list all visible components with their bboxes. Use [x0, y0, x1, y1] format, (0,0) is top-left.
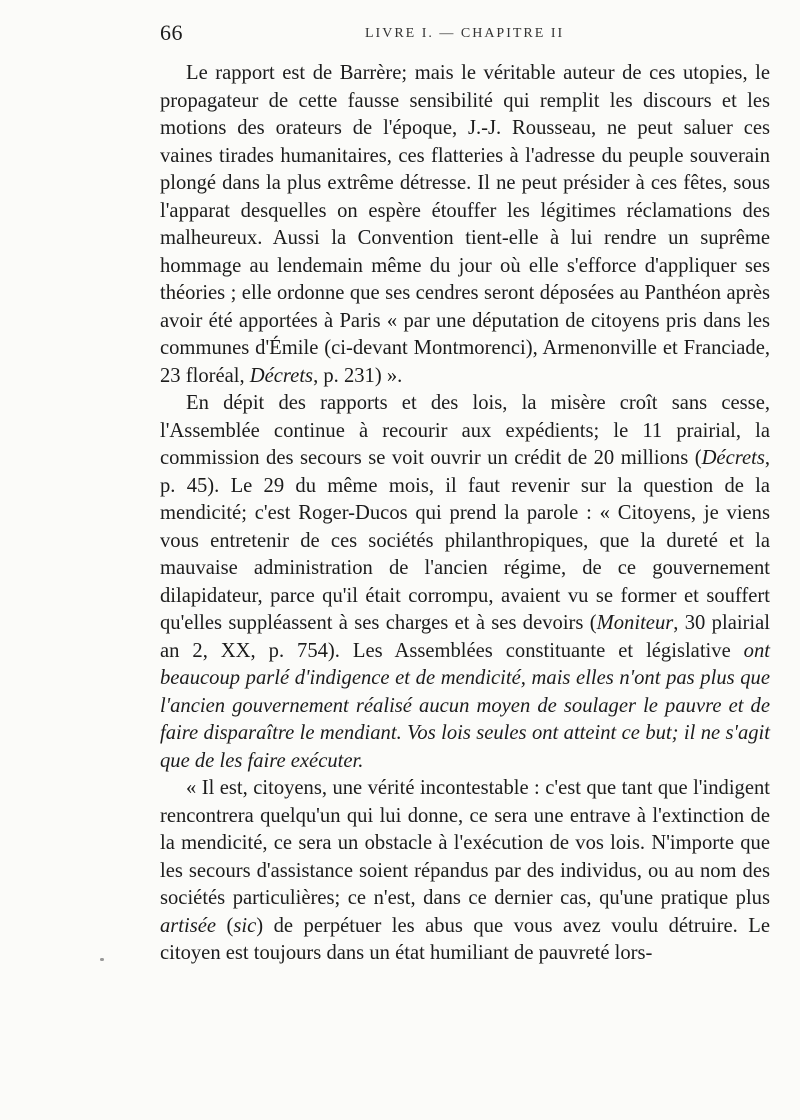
page-header — [160, 20, 770, 50]
paragraph-3 — [160, 775, 770, 968]
text-run: ) de perpétuer les abus que vous avez voulu détruire. Le citoyen est toujours dans un état humiliant de pauvreté lors- — [160, 914, 770, 964]
italic-run: Décrets — [249, 364, 314, 387]
print-speck — [100, 958, 104, 961]
text-run: ( — [216, 914, 234, 937]
text-run: , p. 45). Le 29 du même mois, il faut revenir sur la question de la mendicité; c'est Roger-Ducos qui prend la parole : « Citoyens, je viens vous entretenir de ces sociétés philanthropiques, que la dureté et la mauvaise administration de l'ancien régime, de ce gouvernement dilapidateur, parce qu'il était corrompu, avaient vu se former et souffert qu'elles suppléassent à ses charges et à ses devoirs ( — [160, 447, 770, 634]
text-run: « Il est, citoyens, une vérité incontestable : c'est que tant que l'indigent rencontrera quelqu'un qui lui donne, ce sera une entrave à l'extinction de la mendicité, ce sera un obstacle à l'exécution de vos lois. N'importe que les secours d'assistance soient répandus par des individus, ou au nom des sociétés particulières; ce n'est, dans ce dernier cas, qu'une pratique plus — [160, 777, 770, 909]
text-run: Le rapport est de Barrère; mais le véritable auteur de ces utopies, le propagateur de cette fausse sensibilité qui remplit les discours et les motions des orateurs de l'époque, J.-J. Rousseau, ne peut saluer ces vaines tirades humanitaires, ces flatteries à l'adresse du peuple souverain plongé dans la plus extrême détresse. Il ne peut présider à ces fêtes, sous l'apparat desquelles on espère étouffer les légitimes réclamations des malheureux. Aussi la Convention tient-elle à lui rendre un suprême hommage au lendemain même du jour où elle s'efforce d'appliquer ses théories ; elle ordonne que ses cendres seront déposées au Panthéon après avoir été apportées à Paris « par une députation de citoyens pris dans les communes d'Émile (ci-devant Montmorenci), Armenonville et Franciade, 23 floréal, — [160, 62, 770, 387]
body-text — [160, 60, 770, 968]
text-run: , 30 plairial an 2, XX, p. 754). Les Assemblées constituante et législative — [160, 612, 770, 662]
page-number: 66 — [160, 20, 183, 45]
paragraph-1 — [160, 60, 770, 390]
text-run: En dépit des rapports et des lois, la misère croît sans cesse, l'Assemblée continue à recourir aux expédients; le 11 prairial, la commission des secours se voit ouvrir un crédit de 20 millions ( — [160, 392, 770, 469]
running-head: LIVRE I. — CHAPITRE II — [365, 26, 565, 41]
paragraph-2 — [160, 390, 770, 775]
italic-run: Décrets — [701, 447, 765, 469]
italic-run: ont beaucoup parlé d'indigence et de mendicité, mais elles n'ont pas plus que l'ancien gouvernement réalisé aucun moyen de soulager le pauvre et de faire disparaître le mendiant. Vos lois seules ont atteint ce but; il ne s'agit que de les faire exécuter. — [160, 639, 770, 772]
italic-run: Moniteur — [596, 612, 674, 634]
italic-run: artisée — [160, 914, 217, 937]
text-run: , p. 231) ». — [313, 364, 403, 387]
italic-run: sic — [233, 914, 257, 937]
